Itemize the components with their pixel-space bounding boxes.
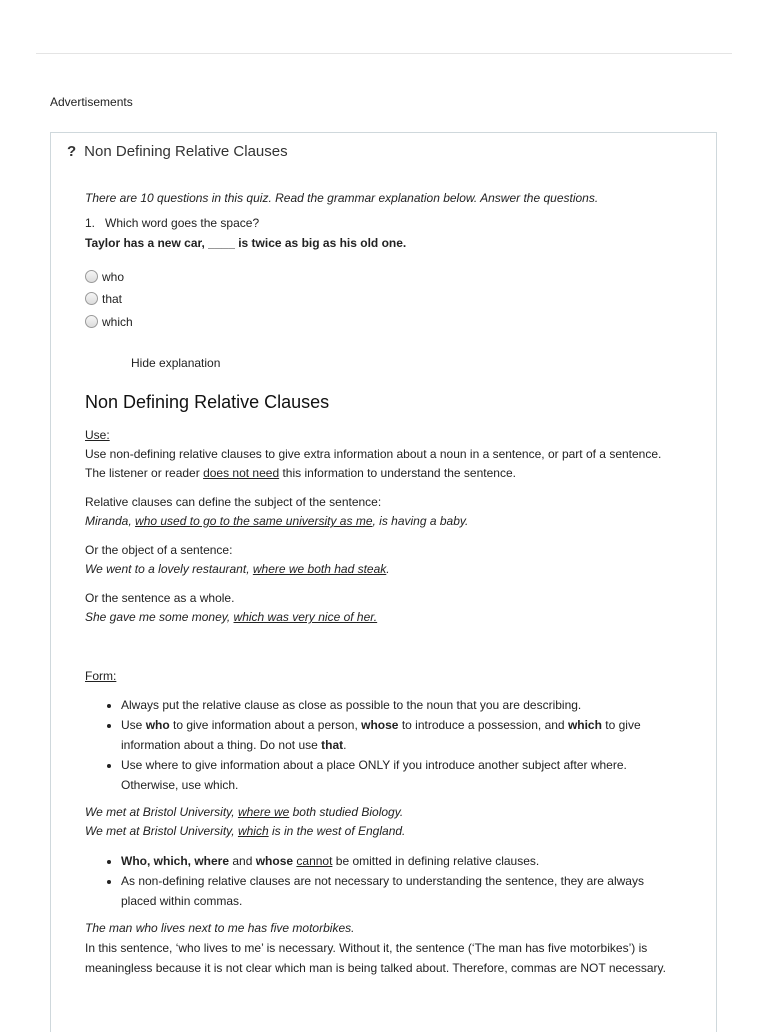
explanation-heading: Non Defining Relative Clauses <box>85 392 330 412</box>
option-that[interactable]: that <box>85 290 122 309</box>
form-rules-list <box>85 695 671 795</box>
list-item: • As non-defining relative clauses are not necessary to understanding the sentence, they are always placed within commas. <box>121 871 681 911</box>
question-sentence: Taylor has a new car, ____ is twice as big as his old one. <box>85 236 407 250</box>
radio-button[interactable] <box>85 270 98 283</box>
radio-button[interactable] <box>85 315 98 328</box>
quiz-header <box>67 143 288 160</box>
quiz-container <box>50 132 717 1032</box>
use-line2: The listener or reader does not need this information to understand the sentence. <box>85 466 516 480</box>
hide-explanation-button[interactable]: Hide explanation <box>131 356 221 370</box>
question-number: 1. <box>85 216 96 230</box>
quiz-title: Non Defining Relative Clauses <box>84 143 288 160</box>
option-who[interactable]: who <box>85 268 124 287</box>
form-label: Form: <box>85 669 117 683</box>
whole-intro: Or the sentence as a whole. <box>85 591 235 605</box>
quiz-intro: There are 10 questions in this quiz. Read the grammar explanation below. Answer the questions. <box>85 191 599 205</box>
list-item: • Use where to give information about a place ONLY if you introduce another subject after where. Otherwise, use which. <box>121 755 671 795</box>
whole-example: She gave me some money, which was very nice of her. <box>85 610 378 624</box>
which-example: We met at Bristol University, which is in the west of England. <box>85 824 406 838</box>
object-intro: Or the object of a sentence: <box>85 543 233 557</box>
use-label: Use: <box>85 428 110 442</box>
omission-rules-list <box>85 851 681 911</box>
where-example: We met at Bristol University, where we both studied Biology. <box>85 805 404 819</box>
question-mark-icon: ? <box>67 143 77 160</box>
subject-intro: Relative clauses can define the subject of the sentence: <box>85 495 382 509</box>
list-item: • Always put the relative clause as close as possible to the noun that you are describing. <box>121 695 671 715</box>
question-prompt <box>85 214 259 233</box>
list-item: • Use who to give information about a person, whose to introduce a possession, and which to give information about a thing. Do not use that. <box>121 715 671 755</box>
option-which[interactable]: which <box>85 313 133 332</box>
question-text: Which word goes the space? <box>105 216 260 230</box>
subject-example: Miranda, who used to go to the same university as me, is having a baby. <box>85 514 469 528</box>
object-example: We went to a lovely restaurant, where we both had steak. <box>85 562 390 576</box>
advertisements-label: Advertisements <box>50 95 133 109</box>
radio-button[interactable] <box>85 292 98 305</box>
use-line1: Use non-defining relative clauses to give extra information about a noun in a sentence, or part of a sentence. <box>85 447 662 461</box>
final-explanation: In this sentence, ‘who lives to me’ is necessary. Without it, the sentence (‘The man has five motorbikes’) is meaningless because it is not clear which man is being talked about. Therefore, commas are NOT necessary. <box>85 941 666 975</box>
top-divider <box>36 53 732 54</box>
list-item: • Who, which, where and whose cannot be omitted in defining relative clauses. <box>121 851 681 871</box>
final-example: The man who lives next to me has five motorbikes. <box>85 921 355 935</box>
